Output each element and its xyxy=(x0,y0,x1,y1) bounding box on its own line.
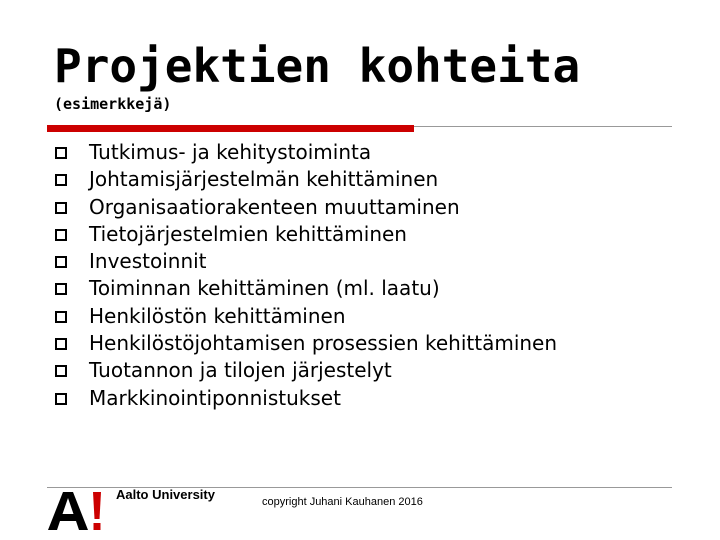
hollow-square-icon xyxy=(55,256,67,268)
list-item-label: Henkilöstöjohtamisen prosessien kehittäminen xyxy=(89,331,558,356)
hollow-square-icon xyxy=(55,393,67,405)
hollow-square-icon xyxy=(55,229,67,241)
hollow-square-icon xyxy=(55,202,67,214)
list-item-label: Tuotannon ja tilojen järjestelyt xyxy=(89,358,392,383)
hollow-square-icon xyxy=(55,147,67,159)
list-item xyxy=(55,221,557,248)
title-underline-rule xyxy=(414,126,672,127)
hollow-square-icon xyxy=(55,283,67,295)
list-item-label: Tutkimus- ja kehitystoiminta xyxy=(89,140,372,164)
bullet-list xyxy=(55,139,557,412)
list-item xyxy=(55,330,557,357)
list-item xyxy=(55,248,557,275)
list-item-label: Henkilöstön kehittäminen xyxy=(89,303,346,328)
list-item xyxy=(55,303,557,330)
hollow-square-icon xyxy=(55,338,67,350)
hollow-square-icon xyxy=(55,365,67,377)
aalto-logo xyxy=(44,486,104,532)
list-item-label: Organisaatiorakenteen muuttaminen xyxy=(89,194,460,219)
copyright-text: copyright Juhani Kauhanen 2016 xyxy=(262,496,423,508)
list-item xyxy=(55,166,557,193)
list-item-label: Tietojärjestelmien kehittäminen xyxy=(89,221,407,246)
slide-subtitle: (esimerkkejä) xyxy=(54,95,172,113)
list-item xyxy=(55,357,557,384)
title-underline-accent xyxy=(47,125,414,132)
list-item xyxy=(55,194,557,221)
slide-title: Projektien kohteita xyxy=(54,39,581,93)
list-item xyxy=(55,275,557,302)
list-item-label: Investoinnit xyxy=(89,249,207,274)
list-item xyxy=(55,139,557,166)
list-item xyxy=(55,385,557,412)
university-name: Aalto University xyxy=(116,487,215,502)
list-item-label: Johtamisjärjestelmän kehittäminen xyxy=(89,167,439,192)
hollow-square-icon xyxy=(55,174,67,186)
hollow-square-icon xyxy=(55,311,67,323)
list-item-label: Markkinointiponnistukset xyxy=(89,385,341,410)
list-item-label: Toiminnan kehittäminen (ml. laatu) xyxy=(89,276,440,301)
